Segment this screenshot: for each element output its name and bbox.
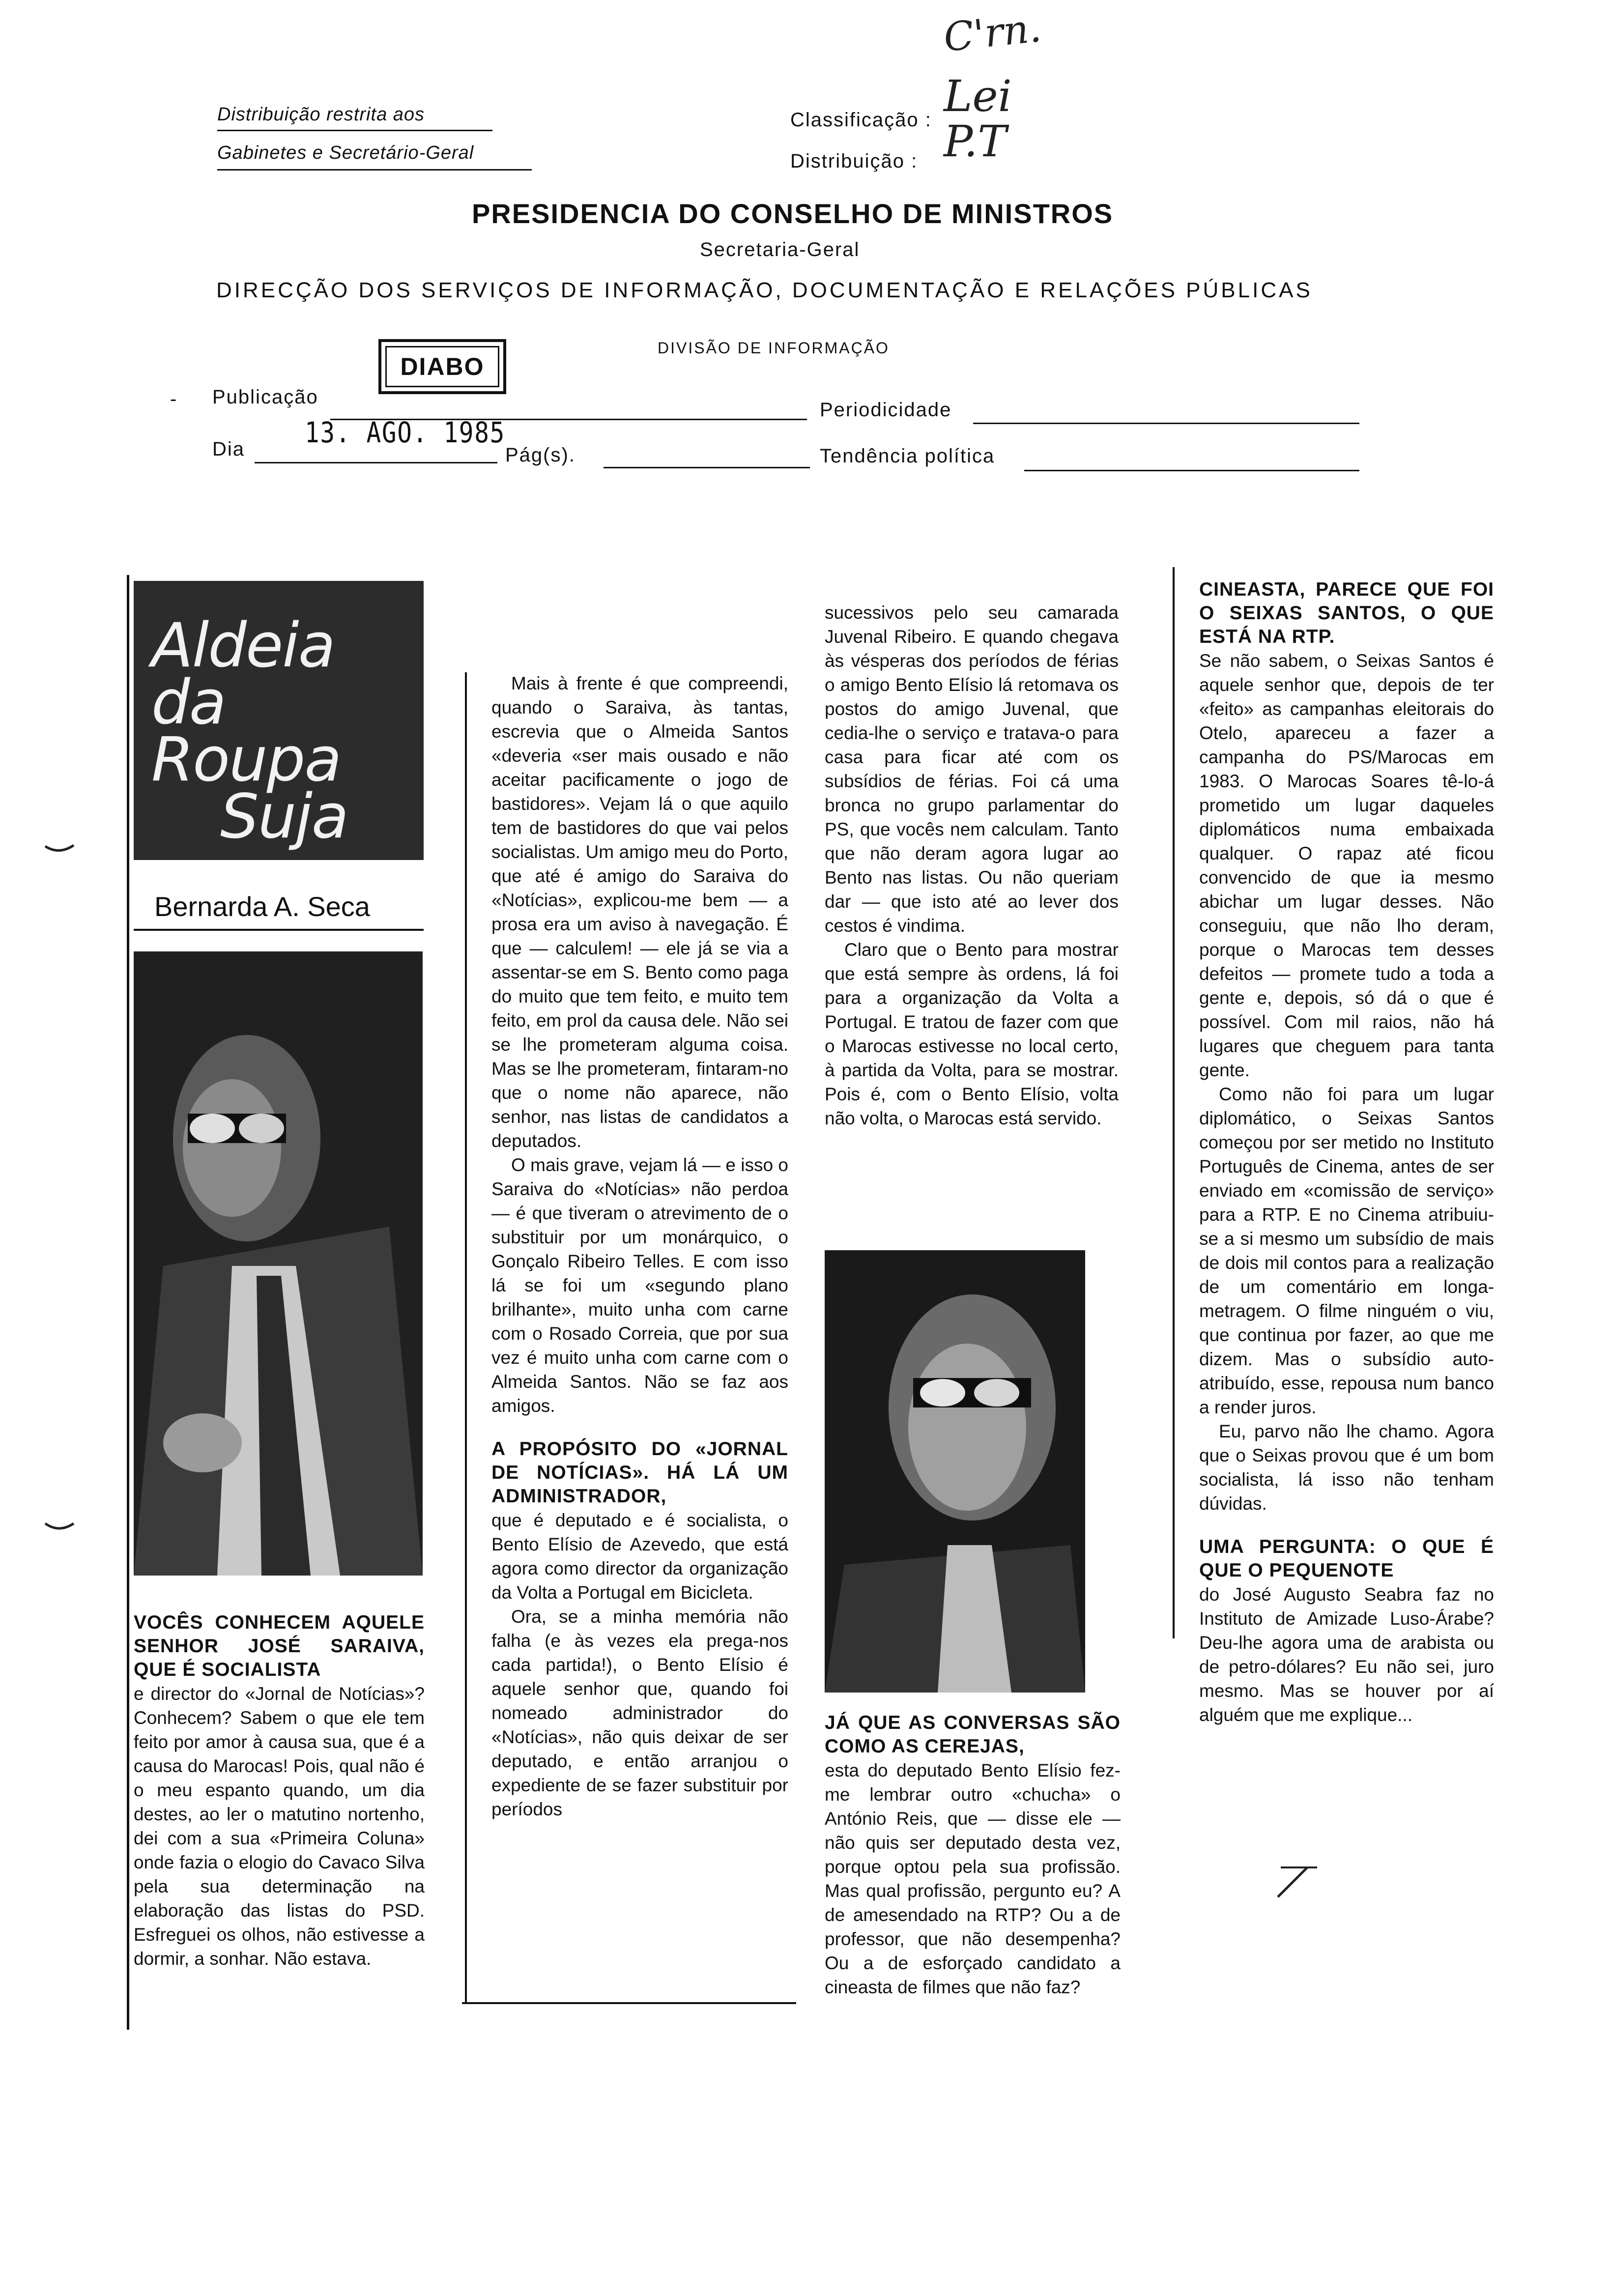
column4-heading: CINEASTA, PARECE QUE FOI O SEIXAS SANTOS, O QUE ESTÁ NA RTP. bbox=[1199, 579, 1494, 647]
distribution-label: Distribuição : bbox=[790, 150, 918, 172]
author-byline: Bernarda A. Seca bbox=[154, 891, 370, 922]
pages-label: Pág(s). bbox=[505, 444, 576, 466]
publication-label: Publicação bbox=[212, 386, 318, 408]
column-title-line3: Suja bbox=[220, 781, 348, 852]
column3-paragraph: Claro que o Bento para mostrar que está sempre às ordens, lá foi para a organização da Volta a Portugal. E tratou de fazer com que o Marocas estivesse no local certo, à partida da Volta, para se mostrar. Pois é, com o Bento Elísio, volta não volta, o Marocas está servido. bbox=[825, 940, 1119, 1128]
handwritten-classification: C'rn. bbox=[941, 4, 1043, 61]
division-title: DIVISÃO DE INFORMAÇÃO bbox=[658, 339, 890, 357]
directorate-title: DIRECÇÃO DOS SERVIÇOS DE INFORMAÇÃO, DOCUMENTAÇÃO E RELAÇÕES PÚBLICAS bbox=[216, 278, 1313, 302]
column3-heading: JÁ QUE AS CONVERSAS SÃO COMO AS CEREJAS, bbox=[825, 1712, 1121, 1757]
column2-paragraph: Mais à frente é que compreendi, quando o Saraiva, às tantas, escrevia que o Almeida Santos «deveria «ser mais ousado e não aceitar pacificamente o jogo de bastidores». Vejam lá o que aquilo tem de bastidores do que vai pelos socialistas. Um amigo meu do Porto, que até é amigo do Saraiva do «Notícias», explicou-me bem — a prosa era um aviso à navegação. É que — calculem! — ele já se via a assentar-se em S. Bento como paga do muito que tem feito, e muito tem feito, em prol da causa dele. Não sei se lhe prometeram alguma coisa. Mas se lhe prometeram, fintaram-no que o nome não aparece, não senhor, nas listas de candidatos a deputados. bbox=[491, 673, 788, 1151]
column4-paragraph: Como não foi para um lugar diplomático, o Seixas Santos começou por ser metido no Instituto Português de Cinema, antes de ser enviado em «comissão de serviço» para a RTP. E no Cinema atribuiu-se a si mesmo um subsídio de mais de dois mil contos para a realização de um comentário em longa-metragem. O filme ninguém o viu, que continua por fazer, ao que me dizem. Mas o subsídio auto-atribuído, esse, repousa num banco a render juros. bbox=[1199, 1084, 1494, 1417]
column4-paragraph: Se não sabem, o Seixas Santos é aquele senhor que, depois de ter «feito» as campanhas eleitorais do Otelo, apareceu a fazer a campanha do PS/Marocas em 1983. O Marocas Soares tê-lo-á prometido um lugar daqueles diplomáticos numa embaixada qualquer. O rapaz até ficou convencido de que ia mesmo abichar um lugar desses. Não conseguiu, que não lho deram, porque o Marocas tem desses defeitos — promete tudo a toda a gente e, depois, só dá o que é possível. Com mil raios, não há lugares que cheguem para tanta gente. bbox=[1199, 651, 1494, 1080]
presidency-title: PRESIDENCIA DO CONSELHO DE MINISTROS bbox=[472, 198, 1114, 229]
column3-paragraph: sucessivos pelo seu camarada Juvenal Ribeiro. E quando chegava às vésperas dos períodos de férias o amigo Bento Elísio lá retomava os postos do amigo Juvenal, que cedia-lhe o serviço e tratava-o para casa para ficar até com os subsídios de férias. Foi cá uma bronca no grupo parlamentar do PS, que vocês nem calculam. Tanto que não deram agora lugar ao Bento nas listas. Ou não queriam dar — que isto até ao lever dos cestos é vindima. bbox=[825, 603, 1119, 936]
date-label: Dia bbox=[212, 438, 245, 460]
handwritten-distribution: Lei P.T bbox=[944, 71, 1012, 167]
secretariat-title: Secretaria-Geral bbox=[700, 239, 860, 260]
column1-body: e director do «Jornal de Notícias»? Conhecem? Sabem o que ele tem feito por amor à causa sua, que é a causa do Marocas! Pois, qual não é o meu espanto quando, um dia destes, ao ler o matutino nortenho, dei com a sua «Primeira Coluna» onde fazia o elogio do Cavaco Silva pela sua determinação na elaboração das listas do PSD. Esfreguei os olhos, não estivesse a dormir, a sonhar. Não estava. bbox=[134, 1684, 425, 1969]
publication-stamp: DIABO bbox=[385, 346, 499, 387]
column2-paragraph: Ora, se a minha memória não falha (e às vezes ela prega-nos cada partida!), o Bento Elísio é aquele senhor que, quando foi nomeado administrador do «Notícias», não quis deixar de ser deputado, e então arranjou o expediente de se fazer substituir por períodos bbox=[491, 1607, 788, 1819]
date-stamp: 13. AGO. 1985 bbox=[305, 416, 505, 449]
column1-heading: VOCÊS CONHECEM AQUELE SENHOR JOSÉ SARAIVA, QUE É SOCIALISTA bbox=[134, 1612, 425, 1680]
periodicity-label: Periodicidade bbox=[820, 399, 952, 421]
column2-paragraph: O mais grave, vejam lá — e isso o Saraiva do «Notícias» não perdoa — é que tiveram o atrevimento de o substituir por um monárquico, o Gonçalo Ribeiro Telles. E com isso lá se foi um «segundo plano brilhante», muito unha com carne com o Rosado Correia, que por sua vez é muito unha com carne com o Almeida Santos. Não se faz aos amigos. bbox=[491, 1155, 788, 1416]
column2-paragraph: que é deputado e é socialista, o Bento Elísio de Azevedo, que está agora como director da organização da Volta a Portugal em Bicicleta. bbox=[491, 1510, 788, 1603]
column-title-line1: Aldeia bbox=[151, 610, 335, 681]
political-tendency-label: Tendência política bbox=[820, 445, 995, 467]
distribution-note-line1: Distribuição restrita aos bbox=[217, 104, 425, 125]
distribution-note-line2: Gabinetes e Secretário-Geral bbox=[217, 143, 474, 163]
column4-paragraph: do José Augusto Seabra faz no Instituto de Amizade Luso-Árabe? Deu-lhe agora uma de arabista ou de petro-dólares? Eu não sei, juro mesmo. Mas se houver por aí alguém que me explique... bbox=[1199, 1584, 1494, 1725]
column2-heading: A PROPÓSITO DO «JORNAL DE NOTÍCIAS». HÁ LÁ UM ADMINISTRADOR, bbox=[491, 1438, 788, 1507]
column4-heading: UMA PERGUNTA: O QUE É QUE O PEQUENOTE bbox=[1199, 1536, 1494, 1581]
column-title-line2: da Roupa bbox=[151, 667, 341, 795]
column4-paragraph: Eu, parvo não lhe chamo. Agora que o Seixas provou que é um bom socialista, lá isso não tenham dúvidas. bbox=[1199, 1421, 1494, 1514]
classification-label: Classificação : bbox=[790, 109, 932, 131]
column3-paragraph: esta do deputado Bento Elísio fez-me lembrar outro «chucha» o António Reis, que — disse ele — não quis ser deputado desta vez, porque optou pela sua profissão. Mas qual profissão, pergunto eu? A de amesendado na RTP? Ou a de professor, que não desempenha? Ou a de esforçado candidato a cineasta de filmes que não faz? bbox=[825, 1760, 1121, 1997]
bullet-mark: - bbox=[170, 388, 178, 410]
